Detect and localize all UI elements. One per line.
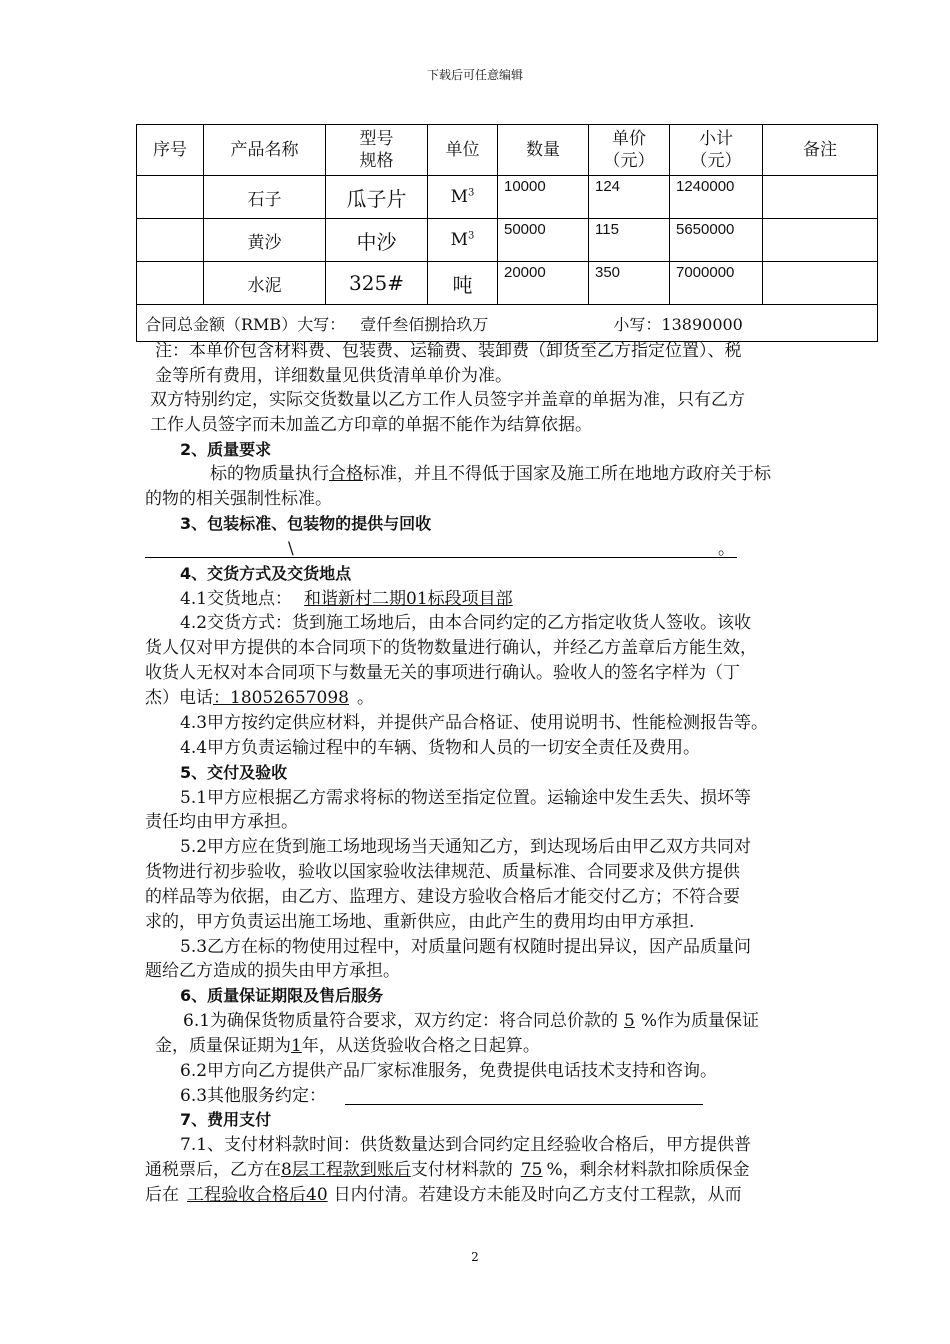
warranty-years: 1 [291, 1036, 302, 1056]
s6-line-1 [183, 1009, 759, 1033]
table-row [137, 219, 878, 262]
section-4-title: 4、交货方式及交货地点 [180, 564, 352, 583]
unit-text: M [450, 230, 469, 250]
cell-name: 石子 [204, 176, 326, 219]
cell-subtotal: 1240000 [670, 176, 763, 219]
table-total-row [137, 305, 878, 342]
total-lower: 13890000 [661, 314, 743, 334]
cell-model: 中沙 [326, 219, 428, 262]
cell-qty: 20000 [498, 262, 589, 305]
cell-unit [428, 262, 498, 305]
cell-qty: 50000 [498, 219, 589, 262]
cell-model: 瓜子片 [326, 176, 428, 219]
receiver-phone: ：18052657098 [213, 688, 349, 708]
s5-line-7: 5.3乙方在标的物使用过程中，对质量问题有权随时提出异议，因产品质量问 [180, 937, 752, 957]
s7-line-2 [145, 1158, 750, 1182]
section-2-title: 2、质量要求 [180, 440, 272, 459]
cell-price: 124 [589, 176, 670, 219]
total-upper: 壹仟叁佰捌拾玖万 [360, 314, 489, 334]
s5-line-4: 货物进行初步验收，验收以国家验收法律规范、质量标准、合同要求及供方提供 [145, 862, 740, 882]
col-header-model [326, 125, 428, 176]
page-header: 下载后可任意编辑 [426, 68, 523, 82]
cell-qty: 10000 [498, 176, 589, 219]
cell-price: 350 [589, 262, 670, 305]
section-7-title: 7、费用支付 [180, 1110, 272, 1129]
s5-line-8: 题给乙方造成的损失由甲方承担。 [145, 961, 400, 981]
note-line-3: 双方特别约定，实际交货数量以乙方工作人员签字并盖章的单据为准，只有乙方 [150, 390, 745, 410]
s3-end: 。 [718, 539, 735, 559]
col-header-name: 产品名称 [204, 125, 326, 176]
s7-l2-post: %，剩余材料款扣除质保金 [546, 1160, 750, 1180]
table-row [137, 262, 878, 305]
delivery-location: 和谐新村二期01标段项目部 [304, 589, 513, 609]
s6-line-4: 6.3其他服务约定： [180, 1086, 327, 1106]
s6-l1-pre: 6.1为确保货物质量符合要求，双方约定：将合同总价款的 [183, 1011, 619, 1031]
goods-table [136, 124, 878, 342]
cell-note [763, 219, 878, 262]
s4-line-4: 收货人无权对本合同项下与数量无关的事项进行确认。验收人的签名字样为（丁 [145, 663, 740, 683]
col-header-note: 备注 [763, 125, 878, 176]
cell-name: 水泥 [204, 262, 326, 305]
s2-l1-post: 标准，并且不得低于国家及施工所在地地方政府关于标 [363, 464, 771, 484]
section-5-title: 5、交付及验收 [180, 763, 288, 782]
s2-l1-underline: 合格 [329, 464, 363, 484]
s6-l1-post: %作为质量保证 [640, 1011, 760, 1031]
s4-l5-pre: 杰）电话 [145, 688, 213, 708]
col-header-model-line2: 规格 [359, 151, 394, 171]
cell-index [137, 219, 204, 262]
s6-line-2 [155, 1034, 540, 1058]
note-line-1: 注：本单价包含材料费、包装费、运输费、装卸费（卸货至乙方指定位置）、税 [155, 341, 742, 361]
col-header-unit: 单位 [428, 125, 498, 176]
s4-line-7: 4.4甲方负责运输过程中的车辆、货物和人员的一切安全责任及费用。 [180, 738, 701, 758]
cell-price: 115 [589, 219, 670, 262]
cell-unit [428, 176, 498, 219]
total-cell [137, 305, 878, 342]
s7-l3-pre: 后在 [145, 1185, 179, 1205]
s4-line-2: 4.2交货方式：货到施工场地后，由本合同约定的乙方指定收货人签收。该收 [180, 613, 752, 633]
s5-line-3: 5.2甲方应在货到施工场地现场当天通知乙方，到达现场后由甲乙双方共同对 [180, 837, 752, 857]
s6-l2-post: 年，从送货验收合格之日起算。 [301, 1036, 540, 1056]
warranty-percent: 5 [624, 1011, 635, 1031]
s6-blank-rule [345, 1104, 703, 1105]
s4-l5-post: 。 [356, 688, 374, 708]
s2-l1-pre: 标的物质量执行 [210, 464, 329, 484]
s4-line-3: 货人仅对甲方提供的本合同项下的货物数量进行确认，并经乙方盖章后方能生效， [145, 638, 757, 658]
s2-line-1 [210, 462, 771, 486]
table-row [137, 176, 878, 219]
s4-line-6: 4.3甲方按约定供应材料，并提供产品合格证、使用说明书、性能检测报告等。 [180, 713, 769, 733]
col-header-subtotal [670, 125, 763, 176]
unit-text: M [450, 187, 469, 207]
cell-unit [428, 219, 498, 262]
cell-subtotal: 7000000 [670, 262, 763, 305]
s2-line-2: 的物的相关强制性标准。 [145, 489, 332, 509]
section-3-title: 3、包装标准、包装物的提供与回收 [180, 514, 432, 533]
unit-superscript: 3 [468, 230, 475, 242]
cell-index [137, 176, 204, 219]
note-line-4: 工作人员签字而未加盖乙方印章的单据不能作为结算依据。 [150, 415, 592, 435]
cell-name: 黄沙 [204, 219, 326, 262]
s5-line-6: 求的，甲方负责运出施工场地、重新供应，由此产生的费用均由甲方承担. [145, 912, 695, 932]
s3-slash: \ [288, 539, 294, 559]
page-number: 2 [471, 1250, 479, 1264]
s5-line-5: 的样品等为依据，由乙方、监理方、建设方验收合格后才能交付乙方；不符合要 [145, 887, 740, 907]
s5-line-2: 责任均由甲方承担。 [145, 812, 298, 832]
cell-index [137, 262, 204, 305]
final-payment-term: 工程验收合格后40 [187, 1185, 328, 1205]
total-lower-label: 小写： [613, 314, 662, 334]
s4-line-5 [145, 686, 374, 710]
col-header-model-line1: 型号 [359, 129, 394, 149]
note-line-2: 金等所有费用，详细数量见供货清单单价为准。 [155, 366, 512, 386]
cell-model: 325# [326, 262, 428, 305]
s4-line-1 [180, 587, 519, 611]
s7-l3-post: 日内付清。若建设方未能及时向乙方支付工程款，从而 [333, 1185, 742, 1205]
unit-text: 吨 [452, 272, 473, 297]
col-header-price [589, 125, 670, 176]
payment-percent: 75 [520, 1160, 543, 1180]
total-label: 合同总金额（RMB）大写： [145, 314, 346, 334]
s7-line-1: 7.1、支付材料款时间：供货数量达到合同约定且经验收合格后，甲方提供普 [180, 1135, 752, 1155]
s7-line-3 [145, 1183, 742, 1207]
s4-l1-pre: 4.1交货地点： [180, 589, 293, 609]
col-header-price-line2: （元） [603, 151, 655, 171]
payment-condition: 8层工程款到账后 [281, 1160, 411, 1180]
col-header-price-line1: 单价 [612, 129, 646, 149]
col-header-subtotal-line1: 小计 [699, 129, 733, 149]
s7-l2-mid: 支付材料款的 [410, 1160, 513, 1180]
col-header-subtotal-line2: （元） [690, 151, 742, 171]
col-header-qty: 数量 [498, 125, 589, 176]
s5-line-1: 5.1甲方应根据乙方需求将标的物送至指定位置。运输途中发生丢失、损坏等 [180, 788, 752, 808]
cell-note [763, 262, 878, 305]
s3-blank-rule [145, 557, 737, 558]
section-6-title: 6、质量保证期限及售后服务 [180, 986, 384, 1005]
cell-note [763, 176, 878, 219]
cell-subtotal: 5650000 [670, 219, 763, 262]
s6-l2-pre: 金，质量保证期为 [155, 1036, 291, 1056]
unit-superscript: 3 [468, 187, 475, 199]
table-header-row [137, 125, 878, 176]
s6-line-3: 6.2甲方向乙方提供产品厂家标准服务，免费提供电话技术支持和咨询。 [180, 1061, 718, 1081]
col-header-index: 序号 [137, 125, 204, 176]
s7-l2-pre: 通税票后，乙方在 [145, 1160, 281, 1180]
